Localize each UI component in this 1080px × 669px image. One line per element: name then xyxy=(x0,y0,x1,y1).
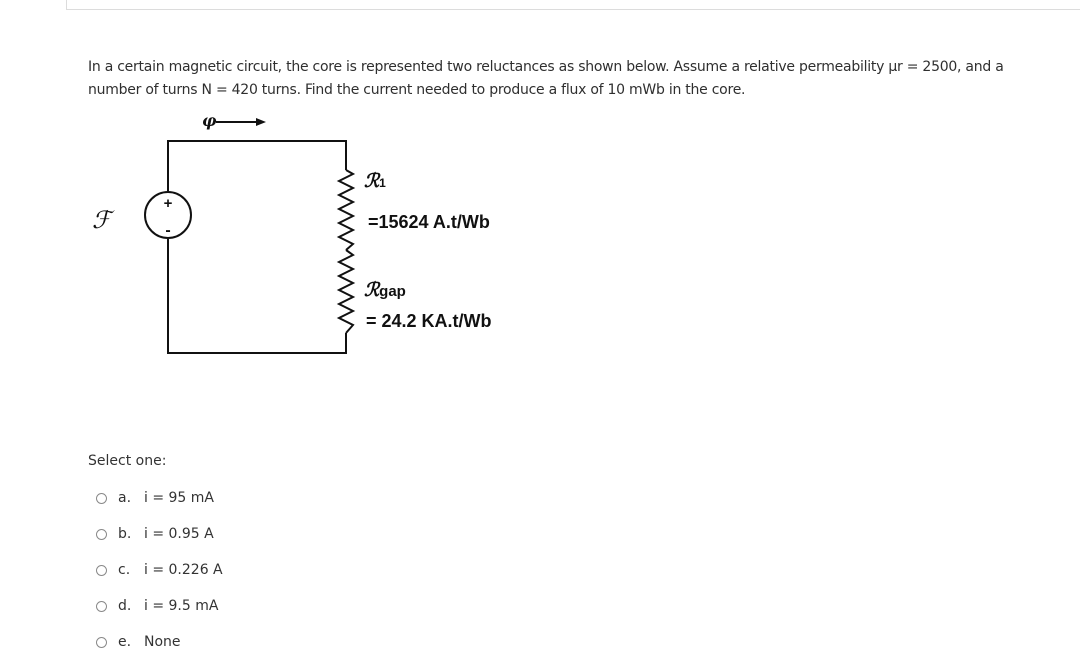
option-text: None xyxy=(144,634,181,650)
option-e[interactable] xyxy=(96,624,223,660)
flux-arrowhead xyxy=(256,118,266,126)
r1-resistor xyxy=(339,170,353,250)
minus-sign: - xyxy=(165,222,171,239)
bottom-wire xyxy=(168,239,346,353)
radio-button-icon[interactable] xyxy=(96,565,107,576)
rgap-subscript: gap xyxy=(379,283,406,300)
option-text: i = 0.95 A xyxy=(144,526,214,542)
r1-value: =15624 A.t/Wb xyxy=(368,212,490,232)
r1-subscript: 1 xyxy=(379,176,386,190)
option-text: i = 9.5 mA xyxy=(144,598,219,614)
select-one-label: Select one: xyxy=(88,453,167,469)
r1-label xyxy=(364,170,386,192)
r1-symbol: ℛ xyxy=(364,170,380,192)
mmf-symbol: ℱ xyxy=(92,206,111,234)
option-text: i = 95 mA xyxy=(144,490,214,506)
question-line-1: In a certain magnetic circuit, the core is represented two reluctances as shown below. Assume a relative permeability μr = 2500, and a xyxy=(88,59,1004,75)
rgap-value: = 24.2 KA.t/Wb xyxy=(366,311,492,331)
top-wire xyxy=(168,141,346,191)
radio-button-icon[interactable] xyxy=(96,637,107,648)
plus-sign: + xyxy=(163,195,173,212)
radio-button-icon[interactable] xyxy=(96,601,107,612)
option-letter: b. xyxy=(118,526,132,542)
option-b[interactable] xyxy=(96,516,223,552)
rgap-resistor xyxy=(339,250,353,333)
option-letter: a. xyxy=(118,490,132,506)
option-text: i = 0.226 A xyxy=(144,562,223,578)
flux-symbol: φ xyxy=(202,111,217,130)
option-letter: c. xyxy=(118,562,131,578)
question-line-2: number of turns N = 420 turns. Find the current needed to produce a flux of 10 mWb in the core. xyxy=(88,82,746,98)
rgap-label xyxy=(364,279,406,301)
answer-options xyxy=(96,480,223,660)
option-a[interactable] xyxy=(96,480,223,516)
option-letter: e. xyxy=(118,634,132,650)
option-d[interactable] xyxy=(96,588,223,624)
option-c[interactable] xyxy=(96,552,223,588)
radio-button-icon[interactable] xyxy=(96,529,107,540)
option-letter: d. xyxy=(118,598,132,614)
radio-button-icon[interactable] xyxy=(96,493,107,504)
rgap-symbol: ℛ xyxy=(364,279,380,301)
